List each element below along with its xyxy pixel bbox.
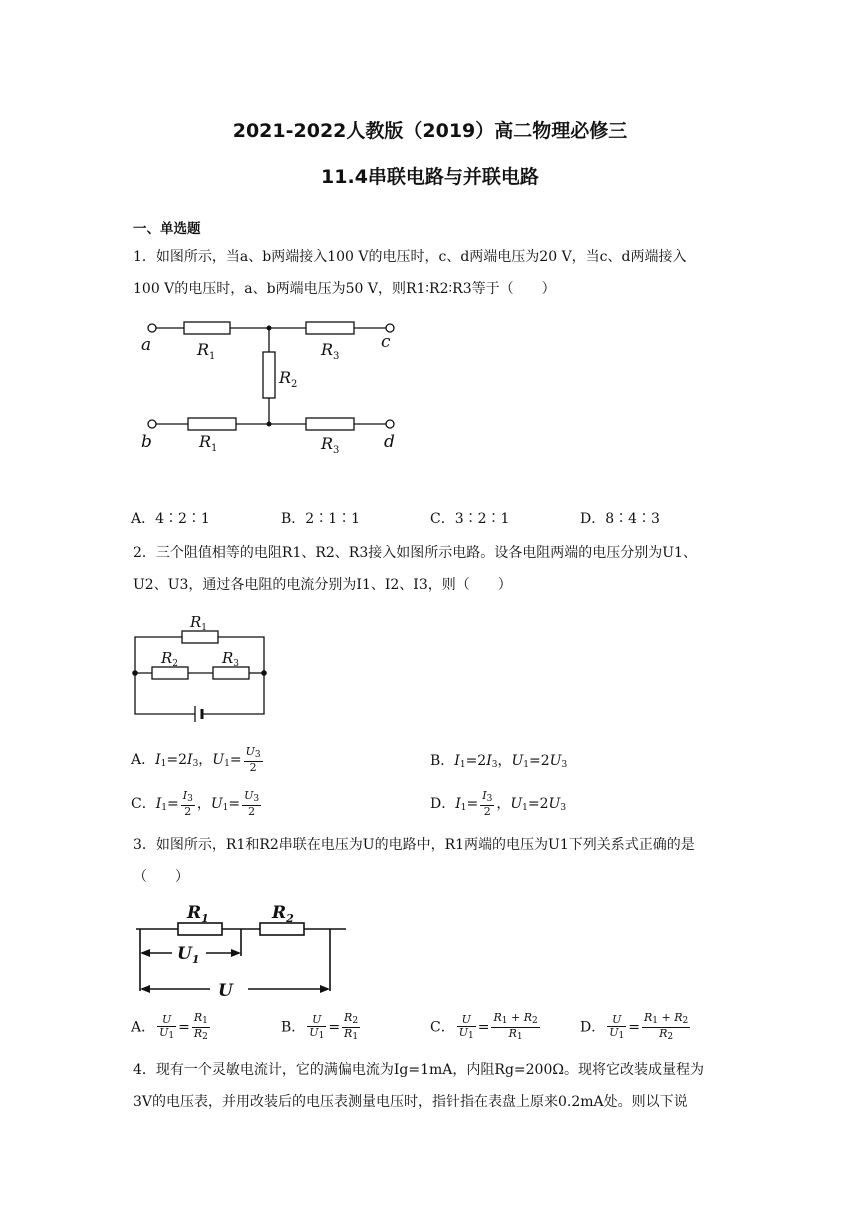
question-2-line-2: U2、U3，通过各电阻的电流分别为I1、I2、I3，则（ ） — [133, 577, 512, 593]
q1-option-b[interactable]: B．2∶1∶1 — [281, 511, 361, 527]
r1-top-label: R — [197, 340, 210, 359]
r3-bottom-subscript: 3 — [333, 445, 340, 456]
q3-option-a[interactable]: A． $\frac{U}{U_1}$ = $\frac{R_1}{R_2}$ — [131, 1011, 208, 1042]
q2-option-c[interactable]: C．$I_1=$ $\frac{I_3}{2}$ ，$U_1=$ $\frac{U_3}{2}$ — [131, 789, 260, 818]
document-subtitle: 11.4串联电路与并联电路 — [321, 166, 539, 188]
question-2-circuit-diagram — [130, 610, 270, 722]
svg-text:U1 — [177, 944, 199, 966]
question-2-line-1: 2．三个阻值相等的电阻R1、R2、R3接入如图所示电路。设各电阻两端的电压分别为U1、 — [133, 545, 697, 561]
r3-bottom-label: R — [321, 434, 334, 453]
svg-text:R2 — [160, 649, 178, 669]
q3-u1-subscript: 1 — [191, 953, 200, 966]
question-1-line-2: 100 V的电压时，a、b两端电压为50 V，则R1∶R2∶R3等于（ ） — [133, 281, 556, 297]
q3-option-b[interactable]: B． $\frac{U}{U_1}$ = $\frac{R_2}{R_1}$ — [281, 1011, 359, 1042]
question-3-circuit-diagram — [130, 893, 355, 1003]
q3-r1-subscript: 1 — [201, 912, 209, 925]
svg-text:R1 — [186, 903, 209, 925]
q2-r2-label: R — [161, 649, 173, 667]
svg-text:R2 — [271, 903, 294, 925]
q3-r2-label: R — [272, 903, 287, 923]
question-1-line-1: 1．如图所示，当a、b两端接入100 V的电压时，c、d两端电压为20 V，当c、d两端接入 — [133, 249, 687, 265]
terminal-c-label: c — [381, 332, 391, 352]
terminal-d-label: d — [384, 432, 395, 452]
q3-u1-label: U — [177, 944, 192, 964]
q2-r3-subscript: 3 — [233, 659, 240, 669]
document-title: 2021-2022人教版（2019）高二物理必修三 — [232, 120, 628, 142]
q2-option-d[interactable]: D．$I_1=$ $\frac{I_3}{2}$ ，$U_1=2U_3$ — [430, 789, 567, 818]
section-heading: 一、单选题 — [133, 221, 201, 237]
q3-u-label: U — [218, 981, 233, 1001]
svg-text:R1 — [189, 613, 207, 633]
q2-option-b[interactable]: B．$I_1=2I_3$，$U_1=2U_3$ — [430, 753, 568, 770]
svg-text:R3 — [221, 649, 239, 669]
svg-text:R1 — [198, 432, 217, 454]
terminal-a-label: a — [141, 335, 152, 355]
r1-bottom-label: R — [199, 432, 212, 451]
question-1-circuit-diagram — [130, 305, 420, 465]
q2-r2-subscript: 2 — [172, 659, 179, 669]
q3-r1-label: R — [187, 903, 202, 923]
q2-r3-label: R — [222, 649, 234, 667]
svg-text:R2 — [278, 368, 297, 390]
terminal-b-label: b — [141, 432, 152, 452]
q2-option-a[interactable]: A．$I_1=2I_3$，$U_1=$ $\frac{U_3}{2}$ — [131, 745, 261, 774]
r1-bottom-subscript: 1 — [211, 443, 218, 454]
q1-option-c[interactable]: C．3∶2∶1 — [430, 511, 510, 527]
r3-top-subscript: 3 — [333, 351, 340, 362]
question-4-line-2: 3V的电压表，并用改装后的电压表测量电压时，指针指在表盘上原来0.2mA处。则以下说 — [133, 1094, 688, 1110]
r2-label: R — [279, 368, 292, 387]
q1-option-a[interactable]: A．4∶2∶1 — [131, 511, 210, 527]
q2-r1-subscript: 1 — [201, 623, 208, 633]
q1-option-d[interactable]: D．8∶4∶3 — [580, 511, 660, 527]
svg-text:R1 — [196, 340, 215, 362]
r2-subscript: 2 — [291, 379, 298, 390]
question-3-line-1: 3．如图所示，R1和R2串联在电压为U的电路中，R1两端的电压为U1下列关系式正确的是 — [133, 837, 695, 853]
question-3-line-2: （ ） — [133, 869, 189, 885]
q3-option-d[interactable]: D． $\frac{U}{U_1}$ = $\frac{R_1 + R_2}{R_2}$ — [580, 1011, 689, 1042]
svg-text:R3 — [320, 434, 339, 456]
q3-r2-subscript: 2 — [286, 912, 294, 925]
svg-text:R3 — [320, 340, 339, 362]
q2-r1-label: R — [190, 613, 202, 631]
r3-top-label: R — [321, 340, 334, 359]
q3-option-c[interactable]: C． $\frac{U}{U_1}$ = $\frac{R_1 + R_2}{R_1}$ — [430, 1011, 538, 1042]
question-4-line-1: 4．现有一个灵敏电流计，它的满偏电流为Ig=1mA，内阻Rg=200Ω。现将它改装成量程为 — [133, 1062, 704, 1078]
r1-top-subscript: 1 — [209, 351, 216, 362]
